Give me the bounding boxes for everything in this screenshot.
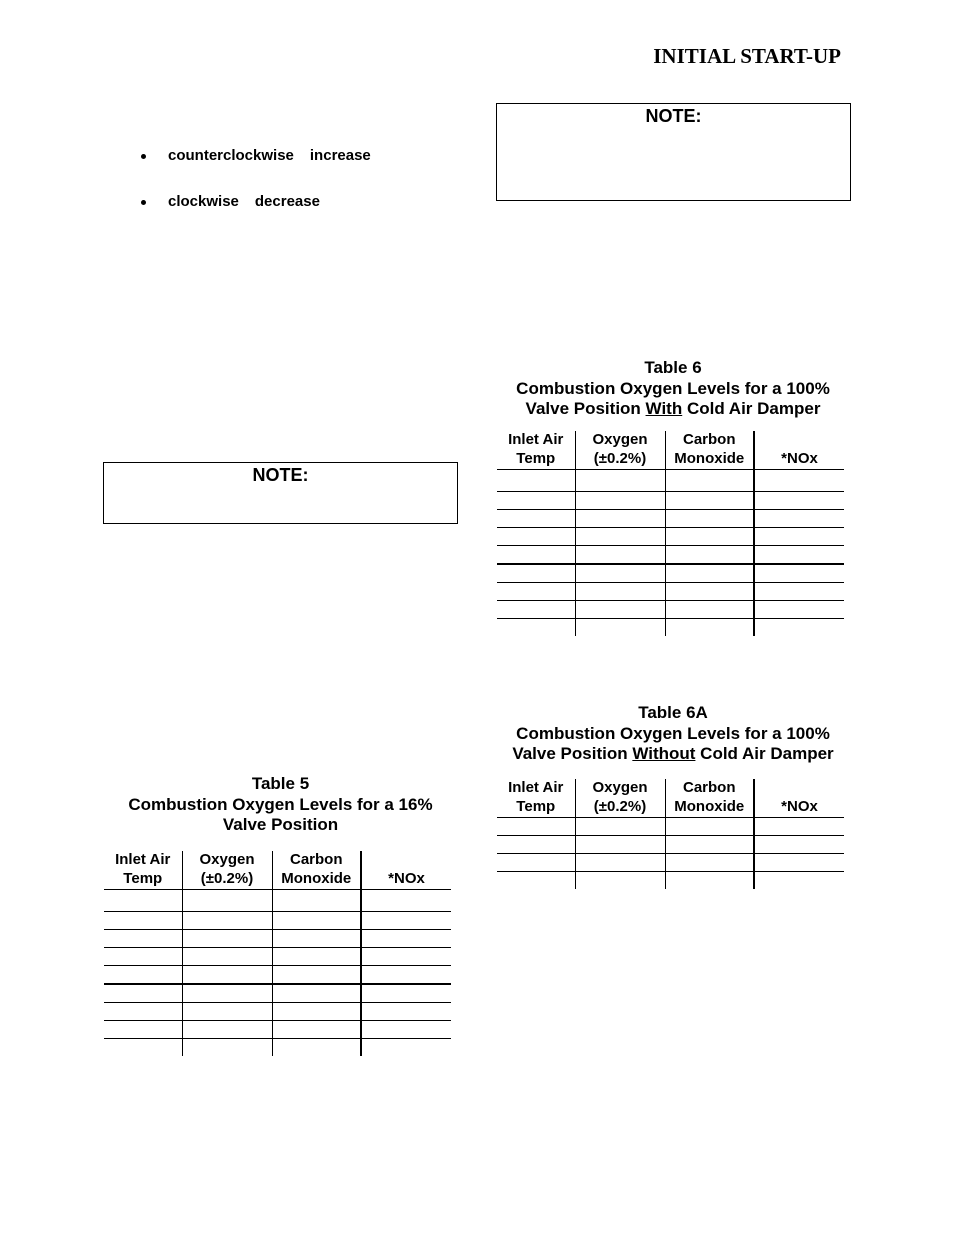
- note-box-left: [103, 462, 458, 524]
- table-row: [497, 818, 844, 836]
- col-oxygen: Oxygen (±0.2%): [575, 779, 665, 818]
- table-row: [104, 984, 451, 1003]
- table-title: Combustion Oxygen Levels for a 100%: [516, 378, 830, 398]
- table-title: Combustion Oxygen Levels for a 100%: [516, 723, 830, 743]
- table6a: [497, 779, 844, 889]
- table-row: [104, 1003, 451, 1021]
- col-carbon-monoxide: Carbon Monoxide: [665, 779, 754, 818]
- col-oxygen: Oxygen (±0.2%): [575, 431, 665, 470]
- table-row: [104, 1021, 451, 1039]
- table-title: Combustion Oxygen Levels for a 16%: [128, 794, 433, 814]
- table-row: [497, 492, 844, 510]
- table-subtitle: Valve Position With Cold Air Damper: [525, 399, 821, 418]
- table-row: [104, 912, 451, 930]
- col-nox: *NOx: [361, 851, 451, 890]
- col-inlet-air-temp: Inlet Air Temp: [104, 851, 182, 890]
- table-row: [497, 470, 844, 492]
- effect-text: decrease: [254, 193, 320, 210]
- table-subtitle: Valve Position: [222, 815, 339, 834]
- note-label: NOTE:: [252, 465, 309, 485]
- table-header-row: [497, 431, 844, 470]
- table-row: [497, 836, 844, 854]
- table-label: Table 6A: [638, 703, 708, 722]
- table-header-row: [497, 779, 844, 818]
- col-oxygen: Oxygen (±0.2%): [182, 851, 272, 890]
- col-carbon-monoxide: Carbon Monoxide: [272, 851, 361, 890]
- table-row: [104, 948, 451, 966]
- table6-caption: [496, 358, 850, 420]
- table-row: [497, 510, 844, 528]
- table-row: [497, 872, 844, 890]
- table6a-caption: [496, 703, 850, 765]
- table-subtitle: Valve Position Without Cold Air Damper: [512, 744, 834, 763]
- col-carbon-monoxide: Carbon Monoxide: [665, 431, 754, 470]
- effect-text: increase: [309, 147, 371, 164]
- col-inlet-air-temp: Inlet Air Temp: [497, 431, 575, 470]
- list-item: [138, 192, 371, 212]
- table-header-row: [104, 851, 451, 890]
- table6: [497, 431, 844, 636]
- table-row: [497, 528, 844, 546]
- table-row: [104, 890, 451, 912]
- table-label: Table 6: [644, 358, 702, 377]
- table-row: [497, 619, 844, 637]
- table-row: [104, 1039, 451, 1057]
- note-label: NOTE:: [645, 106, 702, 126]
- table-row: [104, 966, 451, 985]
- table-row: [497, 854, 844, 872]
- col-nox: *NOx: [754, 779, 844, 818]
- table-row: [497, 546, 844, 565]
- table5: [104, 851, 451, 1056]
- table-label: Table 5: [251, 774, 310, 793]
- table-row: [497, 583, 844, 601]
- direction-text: clockwise: [168, 193, 239, 210]
- note-box-right: [496, 103, 851, 201]
- col-inlet-air-temp: Inlet Air Temp: [497, 779, 575, 818]
- table-row: [104, 930, 451, 948]
- page-header: INITIAL START-UP: [653, 44, 841, 68]
- table5-caption: [103, 774, 458, 836]
- direction-text: counterclockwise: [168, 147, 294, 164]
- adjustment-list: [138, 146, 371, 238]
- col-nox: *NOx: [754, 431, 844, 470]
- table-row: [497, 564, 844, 583]
- list-item: [138, 146, 371, 166]
- table-row: [497, 601, 844, 619]
